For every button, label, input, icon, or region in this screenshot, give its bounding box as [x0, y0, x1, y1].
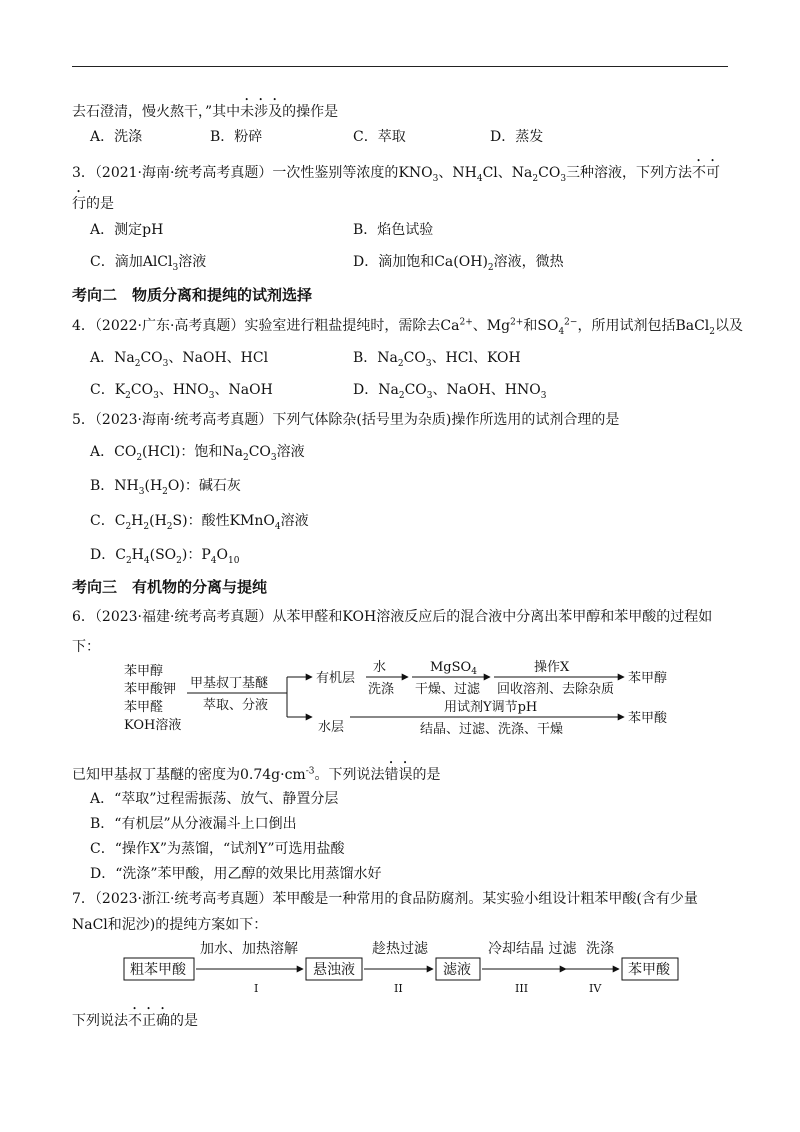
q4-option-b[interactable]: B．$Na_2CO_3$、HCl、KOH: [353, 350, 521, 369]
q3-stem: 3．（2021·海南·统考高考真题）一次性鉴别等浓度的$KNO_3$、$NH_4Cl$、$Na_2CO_3$三种溶液，下列方法不可: [72, 165, 721, 184]
step2-num: II: [394, 982, 403, 995]
step1-num: I: [254, 982, 259, 995]
mgso4-label: MgSO$_4$: [430, 660, 477, 677]
q2-option-b[interactable]: B．粉碎: [210, 129, 263, 145]
q4-stem: 4．（2022·广东·高考真题）实验室进行粗盐提纯时，需除去$Ca^{2+}$、$Mg^{2+}$和$SO_4^{2-}$，所用试剂包括BaCl$_2$以及: [72, 317, 744, 337]
operation-x-label: 操作X: [534, 660, 570, 675]
q7-flow-diagram: [0, 940, 800, 1000]
reagent-y-label: 用试剂Y调节pH: [444, 700, 538, 715]
product-benzyl-alcohol: 苯甲醇: [628, 671, 668, 686]
q6-option-c[interactable]: C．“操作X”为蒸馏，“试剂Y”可选用盐酸: [90, 841, 345, 857]
q6-stem-cont: 下：: [72, 639, 100, 655]
q7-stem: 7．（2023·浙江·统考高考真题）苯甲酸是一种常用的食品防腐剂。某实验小组设计粗苯甲酸(含有少量: [72, 891, 698, 907]
step2-label: 趁热过滤: [372, 941, 428, 957]
recover-label: 回收溶剂、去除杂质: [497, 682, 615, 697]
crude-label: 粗苯甲酸: [130, 962, 186, 978]
q4-option-a[interactable]: A．$Na_2CO_3$、NaOH、HCl: [90, 350, 269, 369]
filtrate-label: 滤液: [443, 962, 471, 978]
q3-option-b[interactable]: B．焰色试验: [353, 222, 434, 238]
solvent-label: 甲基叔丁基醚: [190, 676, 269, 691]
q5-option-a[interactable]: A．$CO_2(HCl)$：饱和$Na_2CO_3$溶液: [90, 444, 305, 463]
aqueous-layer-label: 水层: [318, 720, 345, 735]
mixture-potassium-benzoate: 苯甲酸钾: [124, 682, 177, 697]
q3-option-d[interactable]: D．滴加饱和$Ca(OH)_2$溶液，微热: [353, 254, 564, 273]
q4-option-c[interactable]: C．$K_2CO_3$、$HNO_3$、NaOH: [90, 382, 273, 401]
mixture-benzaldehyde: 苯甲醛: [124, 700, 164, 715]
suspension-label: 悬浊液: [313, 962, 355, 978]
water-label: 水: [373, 660, 387, 675]
q3-stem-cont: 行的是: [72, 196, 114, 212]
product-label: 苯甲酸: [628, 962, 670, 978]
mixture-koh: KOH溶液: [124, 718, 182, 733]
q3-option-c[interactable]: C．滴加AlCl$_3$溶液: [90, 254, 207, 273]
q5-option-d[interactable]: D．$C_2H_4(SO_2)$：$P_4O_{10}$: [90, 547, 240, 566]
q6-density-line: 已知甲基叔丁基醚的密度为$0.74g\cdot cm^{-3}$。下列说法错误的是: [72, 766, 441, 783]
step3-num: III: [515, 982, 529, 995]
q5-option-c[interactable]: C．$C_2H_2(H_2S)$：酸性KMnO$_4$溶液: [90, 513, 309, 532]
q3-option-a[interactable]: A．测定pH: [90, 222, 164, 238]
q6-option-a[interactable]: A．“萃取”过程需振荡、放气、静置分层: [90, 791, 339, 807]
q5-option-b[interactable]: B．$NH_3(H_2O)$：碱石灰: [90, 478, 241, 497]
q6-stem: 6．（2023·福建·统考高考真题）从苯甲醛和KOH溶液反应后的混合液中分离出苯甲醇和苯甲酸的过程如: [72, 609, 713, 625]
q2-stem-tail: 去石澄清，慢火熬干，”其中未涉及的操作是: [72, 104, 339, 120]
q6-flow-diagram: [0, 655, 800, 755]
product-benzoic-acid: 苯甲酸: [628, 711, 668, 726]
wash-label: 洗涤: [368, 682, 395, 697]
q2-option-d[interactable]: D．蒸发: [490, 129, 544, 145]
q2-option-c[interactable]: C．萃取: [353, 129, 406, 145]
q5-stem: 5．（2023·海南·统考高考真题）下列气体除杂(括号里为杂质)操作所选用的试剂合理的是: [72, 412, 620, 428]
section-heading-3: 考向三 有机物的分离与提纯: [72, 578, 268, 596]
step4-label: 洗涤: [586, 941, 614, 957]
header-rule: [72, 66, 728, 67]
dry-label: 干燥、过滤: [415, 682, 481, 697]
q6-option-b[interactable]: B．“有机层”从分液漏斗上口倒出: [90, 816, 297, 832]
cryst-label: 结晶、过滤、洗涤、干燥: [420, 722, 564, 737]
q7-stem-cont: NaCl和泥沙)的提纯方案如下：: [72, 917, 268, 933]
q7-tail: 下列说法不正确的是: [72, 1013, 198, 1029]
extract-label: 萃取、分液: [203, 698, 269, 713]
step4-num: IV: [589, 982, 602, 995]
q4-option-d[interactable]: D．$Na_2CO_3$、NaOH、$HNO_3$: [353, 382, 547, 401]
mixture-benzyl-alcohol: 苯甲醇: [124, 664, 164, 679]
q2-option-a[interactable]: A．洗涤: [90, 129, 143, 145]
q6-option-d[interactable]: D．“洗涤”苯甲酸，用乙醇的效果比用蒸馏水好: [90, 866, 382, 882]
step1-label: 加水、加热溶解: [200, 941, 298, 957]
section-heading-2: 考向二 物质分离和提纯的试剂选择: [72, 286, 313, 304]
organic-layer-label: 有机层: [316, 671, 356, 686]
step3-label: 冷却结晶 过滤: [488, 941, 577, 957]
